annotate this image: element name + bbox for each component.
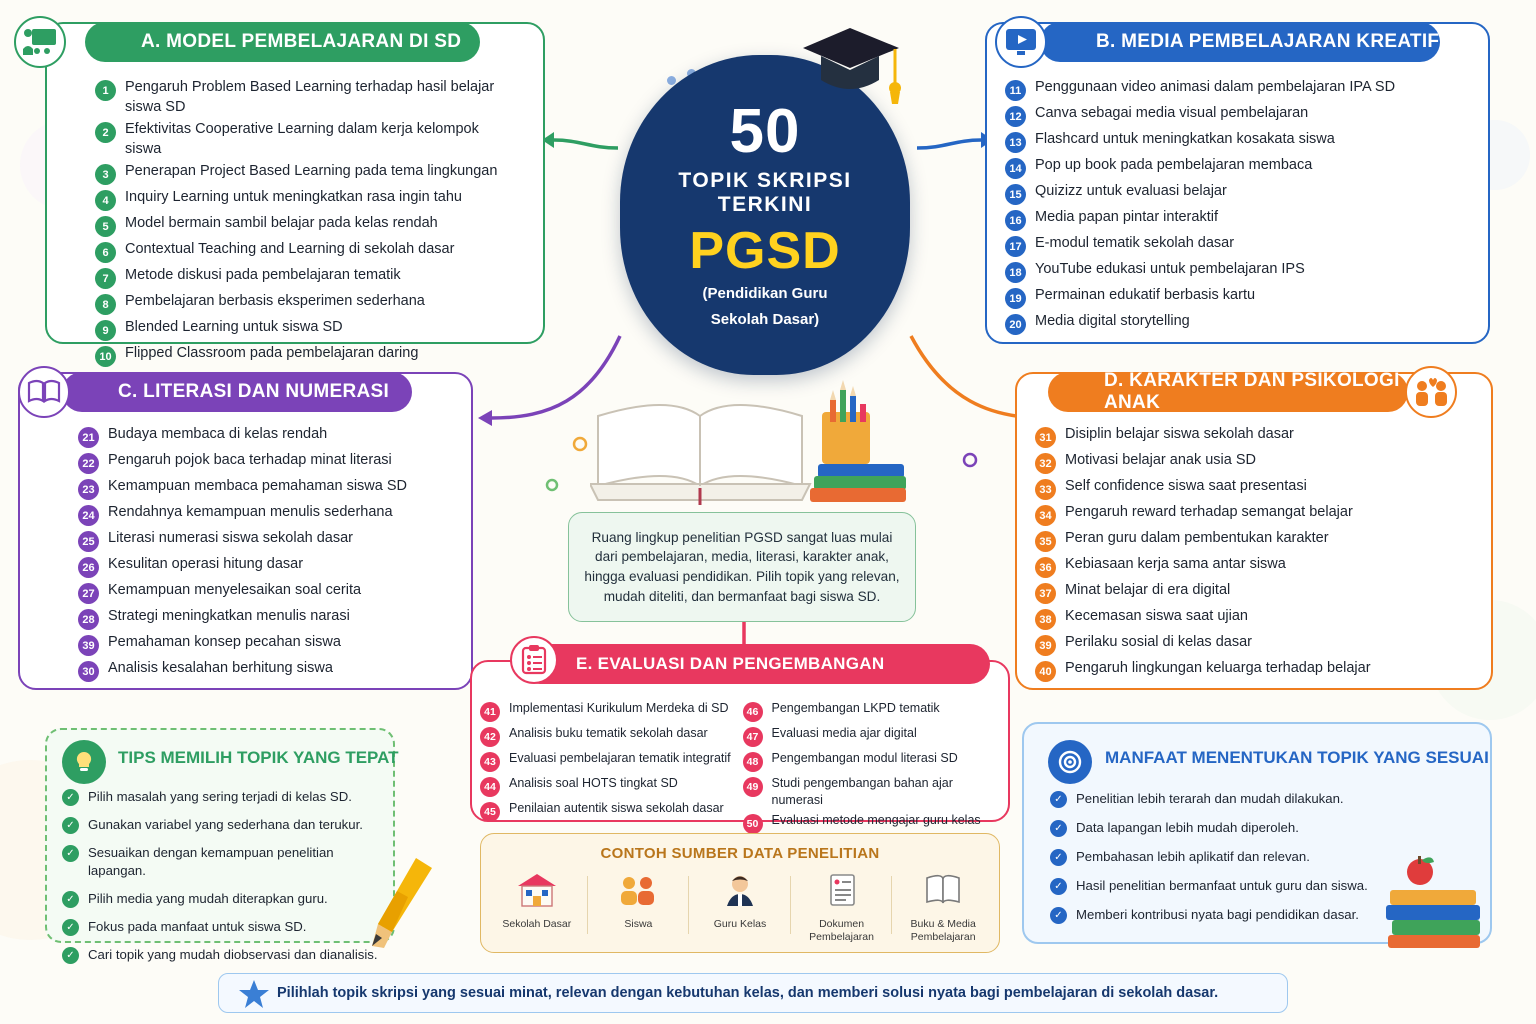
item-text: Flashcard untuk meningkatkan kosakata siswa bbox=[1035, 131, 1335, 147]
list-item bbox=[743, 812, 1006, 834]
list-item bbox=[480, 725, 743, 747]
item-text: Analisis buku tematik sekolah dasar bbox=[509, 726, 708, 740]
item-text: Penggunaan video animasi dalam pembelajaran IPA SD bbox=[1035, 79, 1396, 95]
item-number: 44 bbox=[480, 777, 500, 797]
item-text: Motivasi belajar anak usia SD bbox=[1065, 452, 1257, 468]
list-item bbox=[95, 344, 515, 367]
item-number: 50 bbox=[743, 814, 763, 834]
item-text: Model bermain sambil belajar pada kelas rendah bbox=[125, 215, 438, 232]
benefits-title: MANFAAT MENENTUKAN TOPIK YANG SESUAI bbox=[1105, 748, 1489, 767]
item-text: Cari topik yang mudah diobservasi dan dianalisis. bbox=[88, 946, 378, 962]
item-number: 36 bbox=[1035, 557, 1056, 578]
item-number: 49 bbox=[743, 777, 763, 797]
check-icon: ✓ bbox=[62, 817, 79, 834]
list-item bbox=[78, 503, 468, 526]
item-number: 9 bbox=[95, 320, 116, 341]
list-item bbox=[1005, 286, 1475, 309]
list-item bbox=[78, 451, 468, 474]
video-monitor-icon bbox=[995, 16, 1047, 68]
list-item bbox=[743, 775, 1006, 809]
list-item bbox=[78, 581, 468, 604]
item-number: 15 bbox=[1005, 184, 1026, 205]
section-b-title: B. MEDIA PEMBELAJARAN KREATIF bbox=[1040, 22, 1440, 62]
item-text: Evaluasi metode mengajar guru kelas bbox=[771, 812, 981, 827]
source-label: Siswa bbox=[624, 918, 653, 930]
list-item bbox=[62, 844, 382, 880]
list-item bbox=[1005, 78, 1475, 101]
item-number: 23 bbox=[78, 479, 99, 500]
list-item bbox=[62, 890, 382, 908]
item-text: Peran guru dalam pembentukan karakter bbox=[1065, 530, 1329, 546]
item-text: YouTube edukasi untuk pembelajaran IPS bbox=[1035, 261, 1305, 277]
item-text: Rendahnya kemampuan menulis sederhana bbox=[108, 504, 393, 520]
item-number: 46 bbox=[743, 702, 763, 722]
section-e-left-list bbox=[480, 700, 743, 837]
section-a-list bbox=[95, 78, 515, 370]
item-number: 20 bbox=[1005, 314, 1026, 335]
check-icon: ✓ bbox=[62, 845, 79, 862]
item-number: 21 bbox=[78, 427, 99, 448]
item-text: Analisis soal HOTS tingkat SD bbox=[509, 776, 678, 790]
item-number: 33 bbox=[1035, 479, 1056, 500]
list-item bbox=[1050, 819, 1430, 837]
books-pencils-illustration bbox=[590, 360, 920, 505]
list-item bbox=[95, 266, 515, 289]
sources-row bbox=[486, 872, 994, 943]
star-icon bbox=[238, 978, 270, 1010]
list-item bbox=[480, 800, 743, 822]
item-number: 38 bbox=[1035, 609, 1056, 630]
source-label: Sekolah Dasar bbox=[502, 918, 572, 930]
list-item bbox=[62, 946, 382, 964]
source-label: Guru Kelas bbox=[713, 918, 767, 930]
list-item bbox=[62, 918, 382, 936]
source-item bbox=[791, 872, 893, 943]
item-number: 43 bbox=[480, 752, 500, 772]
item-text: Budaya membaca di kelas rendah bbox=[108, 426, 328, 442]
item-text: Self confidence siswa saat presentasi bbox=[1065, 478, 1307, 494]
list-item bbox=[95, 240, 515, 263]
footer-text: Pilihlah topik skripsi yang sesuai minat, relevan dengan kebutuhan kelas, dan memberi solusi nyata bagi pembelajaran di sekolah dasar. bbox=[277, 985, 1219, 1001]
item-number: 17 bbox=[1005, 236, 1026, 257]
item-text: Evaluasi pembelajaran tematik integratif bbox=[509, 751, 731, 765]
source-label: Buku & Media Pembelajaran bbox=[910, 918, 976, 943]
book-media-icon bbox=[922, 872, 964, 910]
item-number: 27 bbox=[78, 583, 99, 604]
item-number: 14 bbox=[1005, 158, 1026, 179]
check-icon: ✓ bbox=[62, 789, 79, 806]
list-item bbox=[1005, 234, 1475, 257]
list-item bbox=[1035, 425, 1475, 448]
hub-acronym: PGSD bbox=[689, 221, 841, 280]
list-item bbox=[95, 318, 515, 341]
item-text: Kesulitan operasi hitung dasar bbox=[108, 556, 304, 572]
list-item bbox=[95, 188, 515, 211]
list-item bbox=[78, 529, 468, 552]
section-e-columns bbox=[480, 700, 1005, 837]
check-icon: ✓ bbox=[1050, 791, 1067, 808]
list-item bbox=[78, 477, 468, 500]
tips-list bbox=[62, 788, 382, 974]
list-item bbox=[95, 292, 515, 315]
check-icon: ✓ bbox=[1050, 820, 1067, 837]
list-item bbox=[480, 775, 743, 797]
item-text: Contextual Teaching and Learning di sekolah dasar bbox=[125, 241, 455, 258]
list-item bbox=[1005, 260, 1475, 283]
item-text: Disiplin belajar siswa sekolah dasar bbox=[1065, 426, 1294, 442]
list-item bbox=[95, 78, 515, 117]
item-text: Penerapan Project Based Learning pada tema lingkungan bbox=[125, 163, 498, 180]
hub-line-1: TOPIK SKRIPSI bbox=[678, 168, 852, 192]
list-item bbox=[95, 162, 515, 185]
item-text: Sesuaikan dengan kemampuan penelitian lapangan. bbox=[88, 845, 334, 878]
item-number: 32 bbox=[1035, 453, 1056, 474]
hub-paren-1: (Pendidikan Guru bbox=[702, 284, 828, 302]
item-text: Gunakan variabel yang sederhana dan terukur. bbox=[88, 817, 363, 832]
item-number: 11 bbox=[1005, 80, 1026, 101]
clipboard-checklist-icon bbox=[510, 636, 558, 684]
list-item bbox=[1050, 790, 1430, 808]
item-number: 45 bbox=[480, 802, 500, 822]
item-text: Pop up book pada pembelajaran membaca bbox=[1035, 157, 1313, 173]
teacher-person-icon bbox=[719, 872, 761, 910]
item-text: Blended Learning untuk siswa SD bbox=[125, 319, 343, 336]
list-item bbox=[1035, 529, 1475, 552]
section-c-list bbox=[78, 425, 468, 685]
item-number: 22 bbox=[78, 453, 99, 474]
section-e-right-list bbox=[743, 700, 1006, 837]
item-number: 34 bbox=[1035, 505, 1056, 526]
list-item bbox=[1005, 104, 1475, 127]
item-number: 16 bbox=[1005, 210, 1026, 231]
list-item bbox=[1035, 659, 1475, 682]
item-number: 19 bbox=[1005, 288, 1026, 309]
section-d-title: D. KARAKTER DAN PSIKOLOGI ANAK bbox=[1048, 372, 1408, 412]
list-item bbox=[743, 700, 1006, 722]
item-number: 31 bbox=[1035, 427, 1056, 448]
check-icon: ✓ bbox=[62, 891, 79, 908]
source-item bbox=[689, 872, 791, 943]
item-text: Pengembangan LKPD tematik bbox=[771, 701, 940, 715]
item-number: 26 bbox=[78, 557, 99, 578]
list-item bbox=[62, 788, 382, 806]
item-number: 37 bbox=[1035, 583, 1056, 604]
list-item bbox=[78, 555, 468, 578]
item-text: Literasi numerasi siswa sekolah dasar bbox=[108, 530, 353, 546]
item-number: 13 bbox=[1005, 132, 1026, 153]
check-icon: ✓ bbox=[62, 919, 79, 936]
item-text: Pembelajaran berbasis eksperimen sederhana bbox=[125, 293, 425, 310]
item-number: 18 bbox=[1005, 262, 1026, 283]
item-text: Implementasi Kurikulum Merdeka di SD bbox=[509, 701, 729, 715]
list-item bbox=[1035, 555, 1475, 578]
item-number: 12 bbox=[1005, 106, 1026, 127]
item-text: Flipped Classroom pada pembelajaran daring bbox=[125, 345, 419, 362]
scope-note-text: Ruang lingkup penelitian PGSD sangat luas mulai dari pembelajaran, media, literasi, karakter anak, hingga evaluasi pendidikan. Pilih topik yang relevan, mudah diteliti, dan bermanfaat bagi siswa SD. bbox=[584, 529, 900, 604]
list-item bbox=[1035, 477, 1475, 500]
list-item bbox=[1005, 312, 1475, 335]
item-text: E-modul tematik sekolah dasar bbox=[1035, 235, 1235, 251]
item-number: 4 bbox=[95, 190, 116, 211]
list-item bbox=[1035, 581, 1475, 604]
item-text: Pengaruh lingkungan keluarga terhadap belajar bbox=[1065, 660, 1371, 676]
list-item bbox=[1035, 607, 1475, 630]
item-text: Data lapangan lebih mudah diperoleh. bbox=[1076, 820, 1299, 835]
hub-line-2: TERKINI bbox=[717, 192, 813, 216]
school-building-icon bbox=[516, 872, 558, 910]
footer-banner bbox=[218, 973, 1288, 1013]
item-text: Inquiry Learning untuk meningkatkan rasa ingin tahu bbox=[125, 189, 462, 206]
hub-number: 50 bbox=[729, 96, 801, 166]
lightbulb-icon bbox=[62, 740, 106, 784]
item-number: 3 bbox=[95, 164, 116, 185]
item-text: Strategi meningkatkan menulis narasi bbox=[108, 608, 350, 624]
list-item bbox=[1050, 877, 1430, 895]
item-text: Pengaruh reward terhadap semangat belajar bbox=[1065, 504, 1353, 520]
list-item bbox=[480, 700, 743, 722]
item-text: Permainan edukatif berbasis kartu bbox=[1035, 287, 1256, 303]
decorative-circle bbox=[962, 452, 978, 468]
item-text: Media digital storytelling bbox=[1035, 313, 1190, 329]
item-number: 39 bbox=[78, 635, 99, 656]
section-e-title: E. EVALUASI DAN PENGEMBANGAN bbox=[520, 644, 990, 684]
two-children-icon bbox=[1405, 366, 1457, 418]
item-text: Pengembangan modul literasi SD bbox=[771, 751, 958, 765]
section-c-title: C. LITERASI DAN NUMERASI bbox=[62, 372, 412, 412]
list-item bbox=[743, 750, 1006, 772]
item-number: 47 bbox=[743, 727, 763, 747]
item-number: 7 bbox=[95, 268, 116, 289]
section-a-title: A. MODEL PEMBELAJARAN DI SD bbox=[85, 22, 480, 62]
item-text: Pilih media yang mudah diterapkan guru. bbox=[88, 890, 328, 906]
pencil-icon bbox=[362, 848, 434, 953]
item-number: 25 bbox=[78, 531, 99, 552]
item-number: 35 bbox=[1035, 531, 1056, 552]
apple-books-illustration bbox=[1378, 850, 1488, 950]
item-text: Kebiasaan kerja sama antar siswa bbox=[1065, 556, 1286, 572]
item-number: 39 bbox=[1035, 635, 1056, 656]
check-icon: ✓ bbox=[1050, 907, 1067, 924]
list-item bbox=[78, 607, 468, 630]
hub-paren-2: Sekolah Dasar) bbox=[710, 311, 820, 328]
item-text: Studi pengembangan bahan ajar numerasi bbox=[771, 776, 953, 807]
item-text: Fokus pada manfaat untuk siswa SD. bbox=[88, 918, 307, 934]
list-item bbox=[62, 816, 382, 834]
item-text: Analisis kesalahan berhitung siswa bbox=[108, 660, 333, 676]
item-text: Minat belajar di era digital bbox=[1065, 582, 1231, 598]
item-number: 40 bbox=[1035, 661, 1056, 682]
source-item bbox=[588, 872, 690, 943]
item-text: Penilaian autentik siswa sekolah dasar bbox=[509, 801, 724, 815]
check-icon: ✓ bbox=[62, 947, 79, 964]
list-item bbox=[1005, 182, 1475, 205]
item-number: 5 bbox=[95, 216, 116, 237]
item-number: 30 bbox=[78, 661, 99, 682]
graduation-cap-icon bbox=[795, 18, 905, 108]
source-item bbox=[486, 872, 588, 943]
item-number: 41 bbox=[480, 702, 500, 722]
item-number: 8 bbox=[95, 294, 116, 315]
item-text: Hasil penelitian bermanfaat untuk guru dan siswa. bbox=[1076, 878, 1368, 893]
scope-note-box bbox=[568, 512, 916, 622]
list-item bbox=[1005, 208, 1475, 231]
item-text: Quizizz untuk evaluasi belajar bbox=[1035, 183, 1227, 199]
item-number: 28 bbox=[78, 609, 99, 630]
list-item bbox=[480, 750, 743, 772]
item-text: Kemampuan membaca pemahaman siswa SD bbox=[108, 478, 407, 494]
item-number: 2 bbox=[95, 122, 116, 143]
list-item bbox=[1050, 906, 1430, 924]
students-group-icon bbox=[617, 872, 659, 910]
target-icon bbox=[1048, 740, 1092, 784]
list-item bbox=[1005, 130, 1475, 153]
list-item bbox=[743, 725, 1006, 747]
teacher-board-icon bbox=[14, 16, 66, 68]
item-text: Evaluasi media ajar digital bbox=[771, 726, 917, 740]
item-number: 48 bbox=[743, 752, 763, 772]
source-item bbox=[892, 872, 994, 943]
item-text: Memberi kontribusi nyata bagi pendidikan dasar. bbox=[1076, 907, 1359, 922]
sources-title: CONTOH SUMBER DATA PENELITIAN bbox=[600, 845, 880, 862]
section-b-list bbox=[1005, 78, 1475, 338]
item-number: 6 bbox=[95, 242, 116, 263]
item-text: Metode diskusi pada pembelajaran tematik bbox=[125, 267, 401, 284]
item-text: Pembahasan lebih aplikatif dan relevan. bbox=[1076, 849, 1310, 864]
item-number: 1 bbox=[95, 80, 116, 101]
check-icon: ✓ bbox=[1050, 878, 1067, 895]
item-number: 24 bbox=[78, 505, 99, 526]
list-item bbox=[1005, 156, 1475, 179]
item-text: Pilih masalah yang sering terjadi di kelas SD. bbox=[88, 789, 352, 804]
item-text: Media papan pintar interaktif bbox=[1035, 209, 1218, 225]
item-text: Pengaruh pojok baca terhadap minat literasi bbox=[108, 452, 392, 468]
list-item bbox=[1035, 451, 1475, 474]
item-number: 10 bbox=[95, 346, 116, 367]
item-text: Canva sebagai media visual pembelajaran bbox=[1035, 105, 1309, 121]
list-item bbox=[1050, 848, 1430, 866]
item-text: Efektivitas Cooperative Learning dalam kerja kelompok siswa bbox=[125, 121, 479, 157]
list-item bbox=[1035, 503, 1475, 526]
list-item bbox=[95, 214, 515, 237]
benefits-list bbox=[1050, 790, 1430, 935]
item-number: 42 bbox=[480, 727, 500, 747]
list-item bbox=[1035, 633, 1475, 656]
document-icon bbox=[821, 872, 863, 910]
item-text: Pengaruh Problem Based Learning terhadap hasil belajar siswa SD bbox=[125, 79, 495, 115]
decorative-circle bbox=[545, 478, 559, 492]
list-item bbox=[78, 659, 468, 682]
list-item bbox=[78, 425, 468, 448]
item-text: Pemahaman konsep pecahan siswa bbox=[108, 634, 341, 650]
item-text: Kecemasan siswa saat ujian bbox=[1065, 608, 1248, 624]
item-text: Penelitian lebih terarah dan mudah dilakukan. bbox=[1076, 791, 1344, 806]
list-item bbox=[78, 633, 468, 656]
source-label: Dokumen Pembelajaran bbox=[809, 918, 874, 943]
list-item bbox=[95, 120, 515, 159]
item-text: Perilaku sosial di kelas dasar bbox=[1065, 634, 1252, 650]
open-book-icon bbox=[18, 366, 70, 418]
tips-title: TIPS MEMILIH TOPIK YANG TEPAT bbox=[118, 748, 399, 767]
decorative-circle bbox=[572, 436, 588, 452]
item-text: Kemampuan menyelesaikan soal cerita bbox=[108, 582, 362, 598]
check-icon: ✓ bbox=[1050, 849, 1067, 866]
section-d-list bbox=[1035, 425, 1475, 685]
